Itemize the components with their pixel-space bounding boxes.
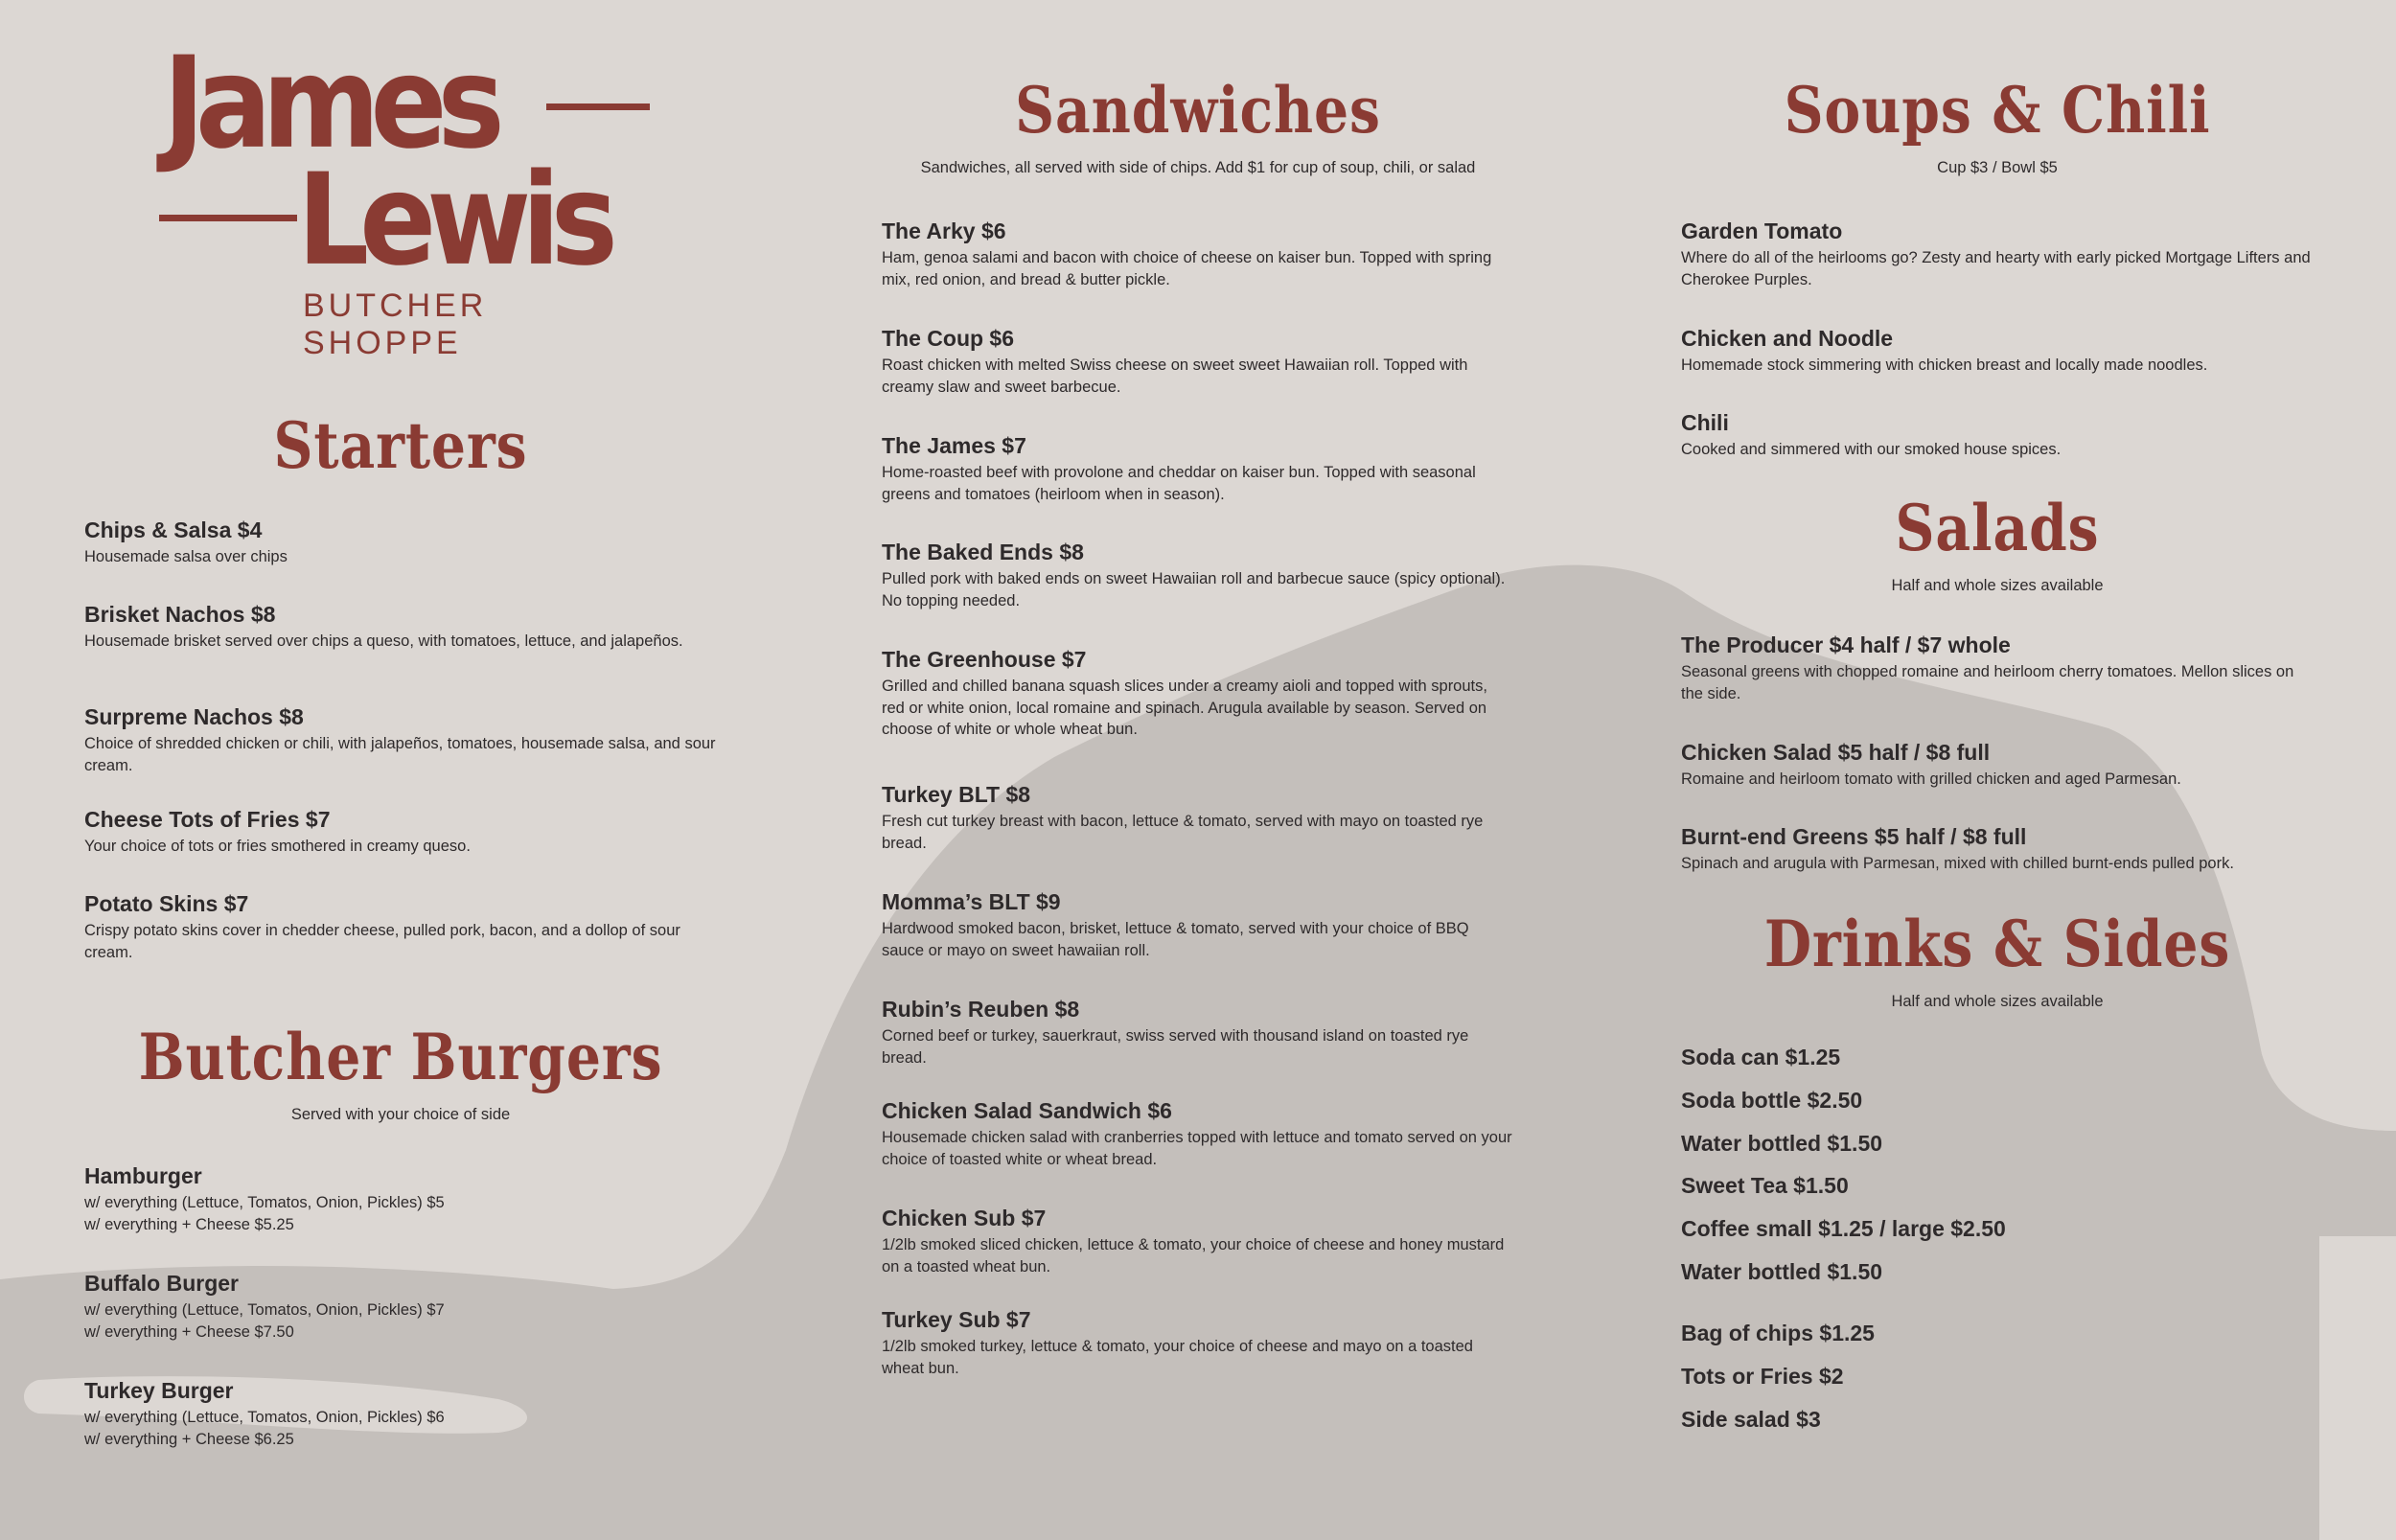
- drinks-header: [1681, 907, 2314, 1011]
- burgers-title: Butcher Burgers: [138, 1020, 663, 1094]
- soups-title: Soups & Chili: [1784, 73, 2211, 148]
- item-name: Chips & Salsa $4: [84, 517, 263, 542]
- logo-line-1: James: [163, 28, 495, 177]
- item-desc: Corned beef or turkey, sauerkraut, swiss served with thousand island on toasted rye bread.: [882, 1027, 1469, 1067]
- starters-title: Starters: [273, 408, 528, 483]
- item-name: The Coup $6: [882, 326, 1015, 351]
- item-option: w/ everything + Cheese $6.25: [84, 1430, 294, 1448]
- drinks-subtitle: Half and whole sizes available: [1891, 993, 2104, 1010]
- item-name: Chicken Salad $5 half / $8 full: [1681, 740, 1991, 765]
- starter-item: [84, 891, 717, 963]
- item-desc: Choice of shredded chicken or chili, with jalapeños, tomatoes, housemade salsa, and sour cream.: [84, 735, 716, 774]
- item-name: Buffalo Burger: [84, 1271, 239, 1296]
- logo: [153, 28, 652, 361]
- item-desc: 1/2lb smoked turkey, lettuce & tomato, your choice of cheese and mayo on a toasted wheat bun.: [882, 1338, 1473, 1377]
- item-desc: Housemade chicken salad with cranberries topped with lettuce and tomato served on your choice of toasted white or wheat bread.: [882, 1129, 1512, 1168]
- item-desc: Homemade stock simmering with chicken breast and locally made noodles.: [1681, 356, 2208, 375]
- item-name: Burnt-end Greens $5 half / $8 full: [1681, 824, 2027, 849]
- item-name: The Baked Ends $8: [882, 540, 1084, 564]
- drink-item: Water bottled $1.50: [1681, 1131, 1883, 1156]
- item-name: Potato Skins $7: [84, 891, 249, 916]
- starter-item: [84, 704, 717, 776]
- sandwich-item: [882, 540, 1514, 611]
- sandwich-item: [882, 647, 1514, 741]
- drink-item: Sweet Tea $1.50: [1681, 1173, 1849, 1198]
- item-desc: Cooked and simmered with our smoked house spices.: [1681, 441, 2062, 459]
- soup-item: [1681, 326, 2314, 377]
- item-desc: Pulled pork with baked ends on sweet Hawaiian roll and barbecue sauce (spicy optional). No topping needed.: [882, 570, 1506, 609]
- salads-subtitle: Half and whole sizes available: [1891, 577, 2104, 594]
- soup-item: [1681, 218, 2314, 290]
- item-desc: Seasonal greens with chopped romaine and heirloom cherry tomatoes. Mellon slices on the side.: [1681, 663, 2294, 702]
- item-name: The Greenhouse $7: [882, 647, 1087, 672]
- starters-header: [84, 408, 717, 483]
- item-name: Turkey Sub $7: [882, 1307, 1031, 1332]
- sandwich-item: [882, 433, 1514, 505]
- soups-subtitle: Cup $3 / Bowl $5: [1937, 159, 2058, 176]
- side-item: Bag of chips $1.25: [1681, 1321, 1875, 1345]
- item-desc: 1/2lb smoked sliced chicken, lettuce & tomato, your choice of cheese and honey mustard on a toasted wheat bun.: [882, 1236, 1505, 1276]
- item-name: Hamburger: [84, 1163, 202, 1188]
- starter-item: [84, 517, 717, 568]
- item-desc: Crispy potato skins cover in chedder cheese, pulled pork, bacon, and a dollop of sour cream.: [84, 922, 680, 961]
- starter-item: [84, 807, 717, 858]
- item-name: The Producer $4 half / $7 whole: [1681, 632, 2011, 657]
- item-name: Surpreme Nachos $8: [84, 704, 304, 729]
- item-desc: Home-roasted beef with provolone and cheddar on kaiser bun. Topped with seasonal greens and tomatoes (heirloom when in season).: [882, 464, 1476, 503]
- item-desc: Roast chicken with melted Swiss cheese on sweet sweet Hawaiian roll. Topped with creamy slaw and sweet barbecue.: [882, 356, 1468, 396]
- sandwich-item: [882, 218, 1514, 290]
- drink-item: Water bottled $1.50: [1681, 1259, 1883, 1284]
- drink-item: Soda bottle $2.50: [1681, 1088, 1863, 1113]
- sandwich-item: [882, 889, 1514, 961]
- pig-leg-shape: [2319, 1236, 2358, 1540]
- burgers-subtitle: Served with your choice of side: [290, 1106, 511, 1123]
- item-desc: Ham, genoa salami and bacon with choice of cheese on kaiser bun. Topped with spring mix, red onion, and bread & butter pickle.: [882, 249, 1492, 288]
- soup-item: [1681, 410, 2314, 461]
- item-name: Turkey Burger: [84, 1378, 234, 1403]
- item-name: Rubin’s Reuben $8: [882, 997, 1080, 1022]
- sandwich-item: [882, 326, 1514, 398]
- sandwich-item: [882, 1206, 1514, 1277]
- item-option: w/ everything (Lettuce, Tomatos, Onion, Pickles) $5: [84, 1194, 445, 1212]
- item-desc: Where do all of the heirlooms go? Zesty and hearty with early picked Mortgage Lifters and Cherokee Purples.: [1681, 249, 2311, 288]
- item-option: w/ everything (Lettuce, Tomatos, Onion, Pickles) $6: [84, 1409, 445, 1427]
- item-desc: [84, 1192, 717, 1235]
- sandwich-item: [882, 997, 1514, 1069]
- item-desc: Housemade brisket served over chips a queso, with tomatoes, lettuce, and jalapeños.: [84, 632, 683, 651]
- logo-rule-right: [546, 103, 650, 110]
- sandwiches-header: [882, 73, 1514, 177]
- salads-header: [1681, 491, 2314, 595]
- salad-item: [1681, 824, 2314, 875]
- item-desc: Romaine and heirloom tomato with grilled chicken and aged Parmesan.: [1681, 770, 2181, 789]
- side-item: Tots or Fries $2: [1681, 1364, 1844, 1389]
- item-name: Chicken Salad Sandwich $6: [882, 1098, 1172, 1123]
- logo-line-2: Lewis: [297, 145, 609, 294]
- item-desc: Hardwood smoked bacon, brisket, lettuce & tomato, served with your choice of BBQ sauce or mayo on sweet hawaiian roll.: [882, 920, 1469, 959]
- item-option: w/ everything (Lettuce, Tomatos, Onion, Pickles) $7: [84, 1301, 445, 1320]
- sandwich-item: [882, 1307, 1514, 1379]
- item-name: Momma’s BLT $9: [882, 889, 1061, 914]
- sandwiches-subtitle: Sandwiches, all served with side of chips. Add $1 for cup of soup, chili, or salad: [920, 159, 1476, 176]
- logo-rule-left: [159, 215, 297, 221]
- item-name: Chicken Sub $7: [882, 1206, 1047, 1230]
- soups-header: [1681, 73, 2314, 177]
- item-desc: [84, 1407, 717, 1450]
- item-desc: Fresh cut turkey breast with bacon, lettuce & tomato, served with mayo on toasted rye bread.: [882, 813, 1484, 852]
- sandwiches-title: Sandwiches: [1015, 73, 1381, 148]
- burger-item: [84, 1378, 717, 1450]
- item-name: Chicken and Noodle: [1681, 326, 1894, 351]
- burger-item: [84, 1163, 717, 1235]
- drinks-title: Drinks & Sides: [1763, 907, 2231, 981]
- starter-item: [84, 602, 717, 653]
- item-desc: Grilled and chilled banana squash slices under a creamy aioli and topped with sprouts, red or white onion, local romaine and spinach. Arugula available by season. Served on choose of white or whole wheat bun.: [882, 678, 1487, 739]
- item-name: Brisket Nachos $8: [84, 602, 276, 627]
- item-name: Chili: [1681, 410, 1729, 435]
- sandwich-item: [882, 782, 1514, 854]
- salads-title: Salads: [1895, 491, 2100, 565]
- item-desc: Spinach and arugula with Parmesan, mixed with chilled burnt-ends pulled pork.: [1681, 855, 2234, 873]
- item-name: The Arky $6: [882, 218, 1006, 243]
- drink-item: Soda can $1.25: [1681, 1045, 1841, 1069]
- burgers-header: [84, 1020, 717, 1124]
- item-desc: [84, 1299, 717, 1343]
- item-desc: Your choice of tots or fries smothered in creamy queso.: [84, 838, 471, 856]
- salad-item: [1681, 740, 2314, 791]
- item-name: Garden Tomato: [1681, 218, 1843, 243]
- drink-item: Coffee small $1.25 / large $2.50: [1681, 1216, 2006, 1241]
- item-option: w/ everything + Cheese $5.25: [84, 1215, 294, 1233]
- item-name: The James $7: [882, 433, 1026, 458]
- sandwich-item: [882, 1098, 1514, 1170]
- item-option: w/ everything + Cheese $7.50: [84, 1322, 294, 1341]
- side-item: Side salad $3: [1681, 1407, 1821, 1432]
- item-name: Turkey BLT $8: [882, 782, 1031, 807]
- item-name: Cheese Tots of Fries $7: [84, 807, 331, 832]
- item-desc: Housemade salsa over chips: [84, 548, 288, 566]
- logo-subtitle: BUTCHER SHOPPE: [303, 287, 488, 361]
- burger-item: [84, 1271, 717, 1343]
- salad-item: [1681, 632, 2314, 704]
